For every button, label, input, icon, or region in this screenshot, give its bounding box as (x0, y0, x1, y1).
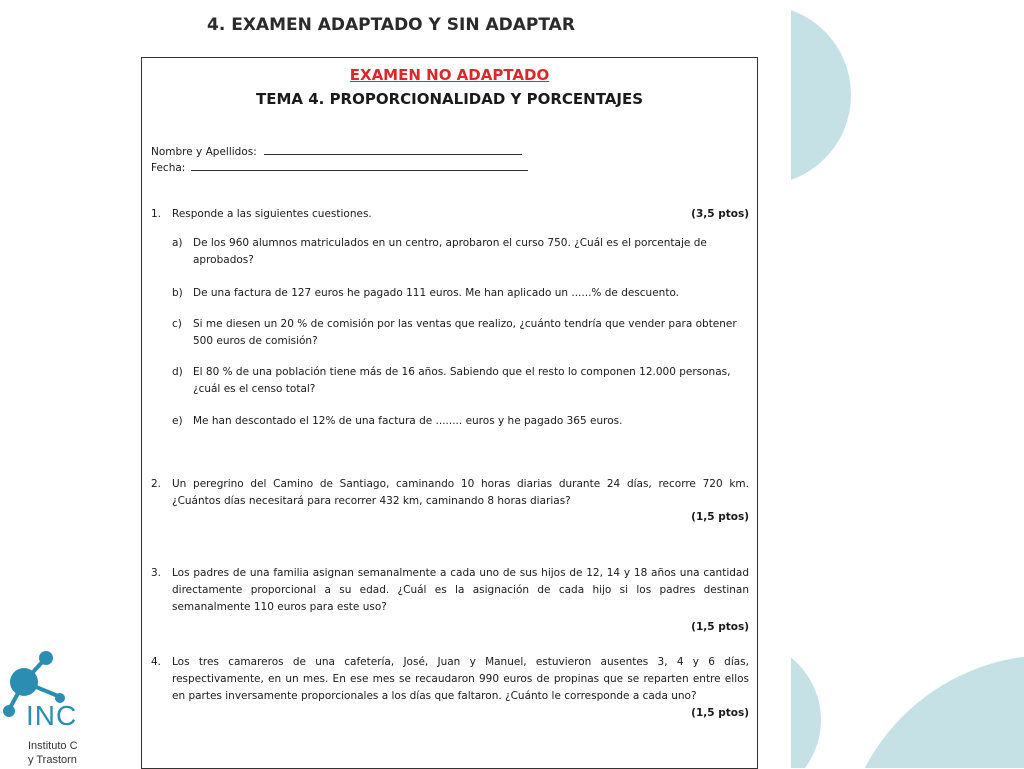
question-number: 3. (151, 567, 162, 579)
question-number: 1. (151, 208, 162, 220)
question-1-item-a (172, 235, 737, 271)
question-text: Los padres de una familia asignan semanalmente a cada uno de sus hijos de 12, 14 y 18 años una cantidad directamente proporcional a su edad. ¿Cuál es la asignación de cada hijo si los padres destinan semanalmente 110 euros para este uso? (172, 567, 749, 613)
question-text: Responde a las siguientes cuestiones. (172, 208, 372, 220)
logo-text: INC (26, 700, 78, 731)
question-1-item-c (172, 316, 737, 352)
item-text: De los 960 alumnos matriculados en un centro, aprobaron el curso 750. ¿Cuál es el porcentaje de aprobados? (193, 237, 707, 266)
name-field (151, 144, 522, 158)
question-2 (151, 476, 749, 530)
question-points: (1,5 ptos) (691, 621, 749, 633)
question-3 (151, 565, 749, 633)
question-points: (1,5 ptos) (691, 707, 749, 719)
logo-subtitle-line1: Instituto C (28, 740, 78, 752)
item-letter: d) (172, 366, 183, 378)
decorative-circle-bottom (841, 655, 1024, 768)
logo-subtitle-line2: y Trastorn (28, 754, 77, 766)
question-points: (1,5 ptos) (691, 511, 749, 523)
date-field (151, 160, 528, 174)
decorative-circle-bottom-left (791, 640, 821, 768)
date-label: Fecha: (151, 162, 186, 174)
question-number: 4. (151, 656, 162, 668)
date-blank-line (191, 160, 528, 171)
item-text: Si me diesen un 20 % de comisión por las ventas que realizo, ¿cuánto tendría que vender para obtener 500 euros de comisión? (193, 318, 737, 347)
item-letter: c) (172, 318, 182, 330)
exam-topic: TEMA 4. PROPORCIONALIDAD Y PORCENTAJES (255, 90, 644, 108)
item-letter: e) (172, 415, 183, 427)
item-text: De una factura de 127 euros he pagado 111 euros. Me han aplicado un ......% de descuento. (193, 287, 680, 299)
decorative-background (791, 0, 1024, 768)
question-1-item-d (172, 364, 737, 400)
question-1 (151, 206, 749, 224)
item-letter: b) (172, 287, 183, 299)
item-letter: a) (172, 237, 183, 249)
institute-logo (0, 648, 86, 768)
question-number: 2. (151, 478, 162, 490)
question-1-item-e (172, 413, 737, 431)
exam-sheet (141, 57, 758, 769)
question-text: Un peregrino del Camino de Santiago, caminando 10 horas diarias durante 24 días, recorre 720 km. ¿Cuántos días necesitará para recorrer 432 km, caminando 8 horas diarias? (172, 478, 749, 507)
name-label: Nombre y Apellidos: (151, 146, 257, 158)
slide-heading: 4. EXAMEN ADAPTADO Y SIN ADAPTAR (207, 15, 575, 35)
name-blank-line (264, 144, 522, 155)
decorative-circle-top (791, 5, 851, 185)
question-points: (3,5 ptos) (691, 208, 749, 220)
question-4 (151, 654, 749, 726)
question-text: Los tres camareros de una cafetería, José, Juan y Manuel, estuvieron ausentes 3, 4 y 6 días, respectivamente, en un mes. En ese mes se recaudaron 990 euros de propinas que se reparten entre ellos en partes inversamente proporcionales a los días que faltaron. ¿Cuánto le corresponde a cada uno? (172, 656, 749, 702)
item-text: Me han descontado el 12% de una factura de ........ euros y he pagado 365 euros. (193, 415, 623, 427)
item-text: El 80 % de una población tiene más de 16 años. Sabiendo que el resto lo componen 12.000 personas, ¿cuál es el censo total? (193, 366, 731, 395)
question-1-item-b (172, 285, 737, 303)
exam-title: EXAMEN NO ADAPTADO (349, 66, 550, 84)
